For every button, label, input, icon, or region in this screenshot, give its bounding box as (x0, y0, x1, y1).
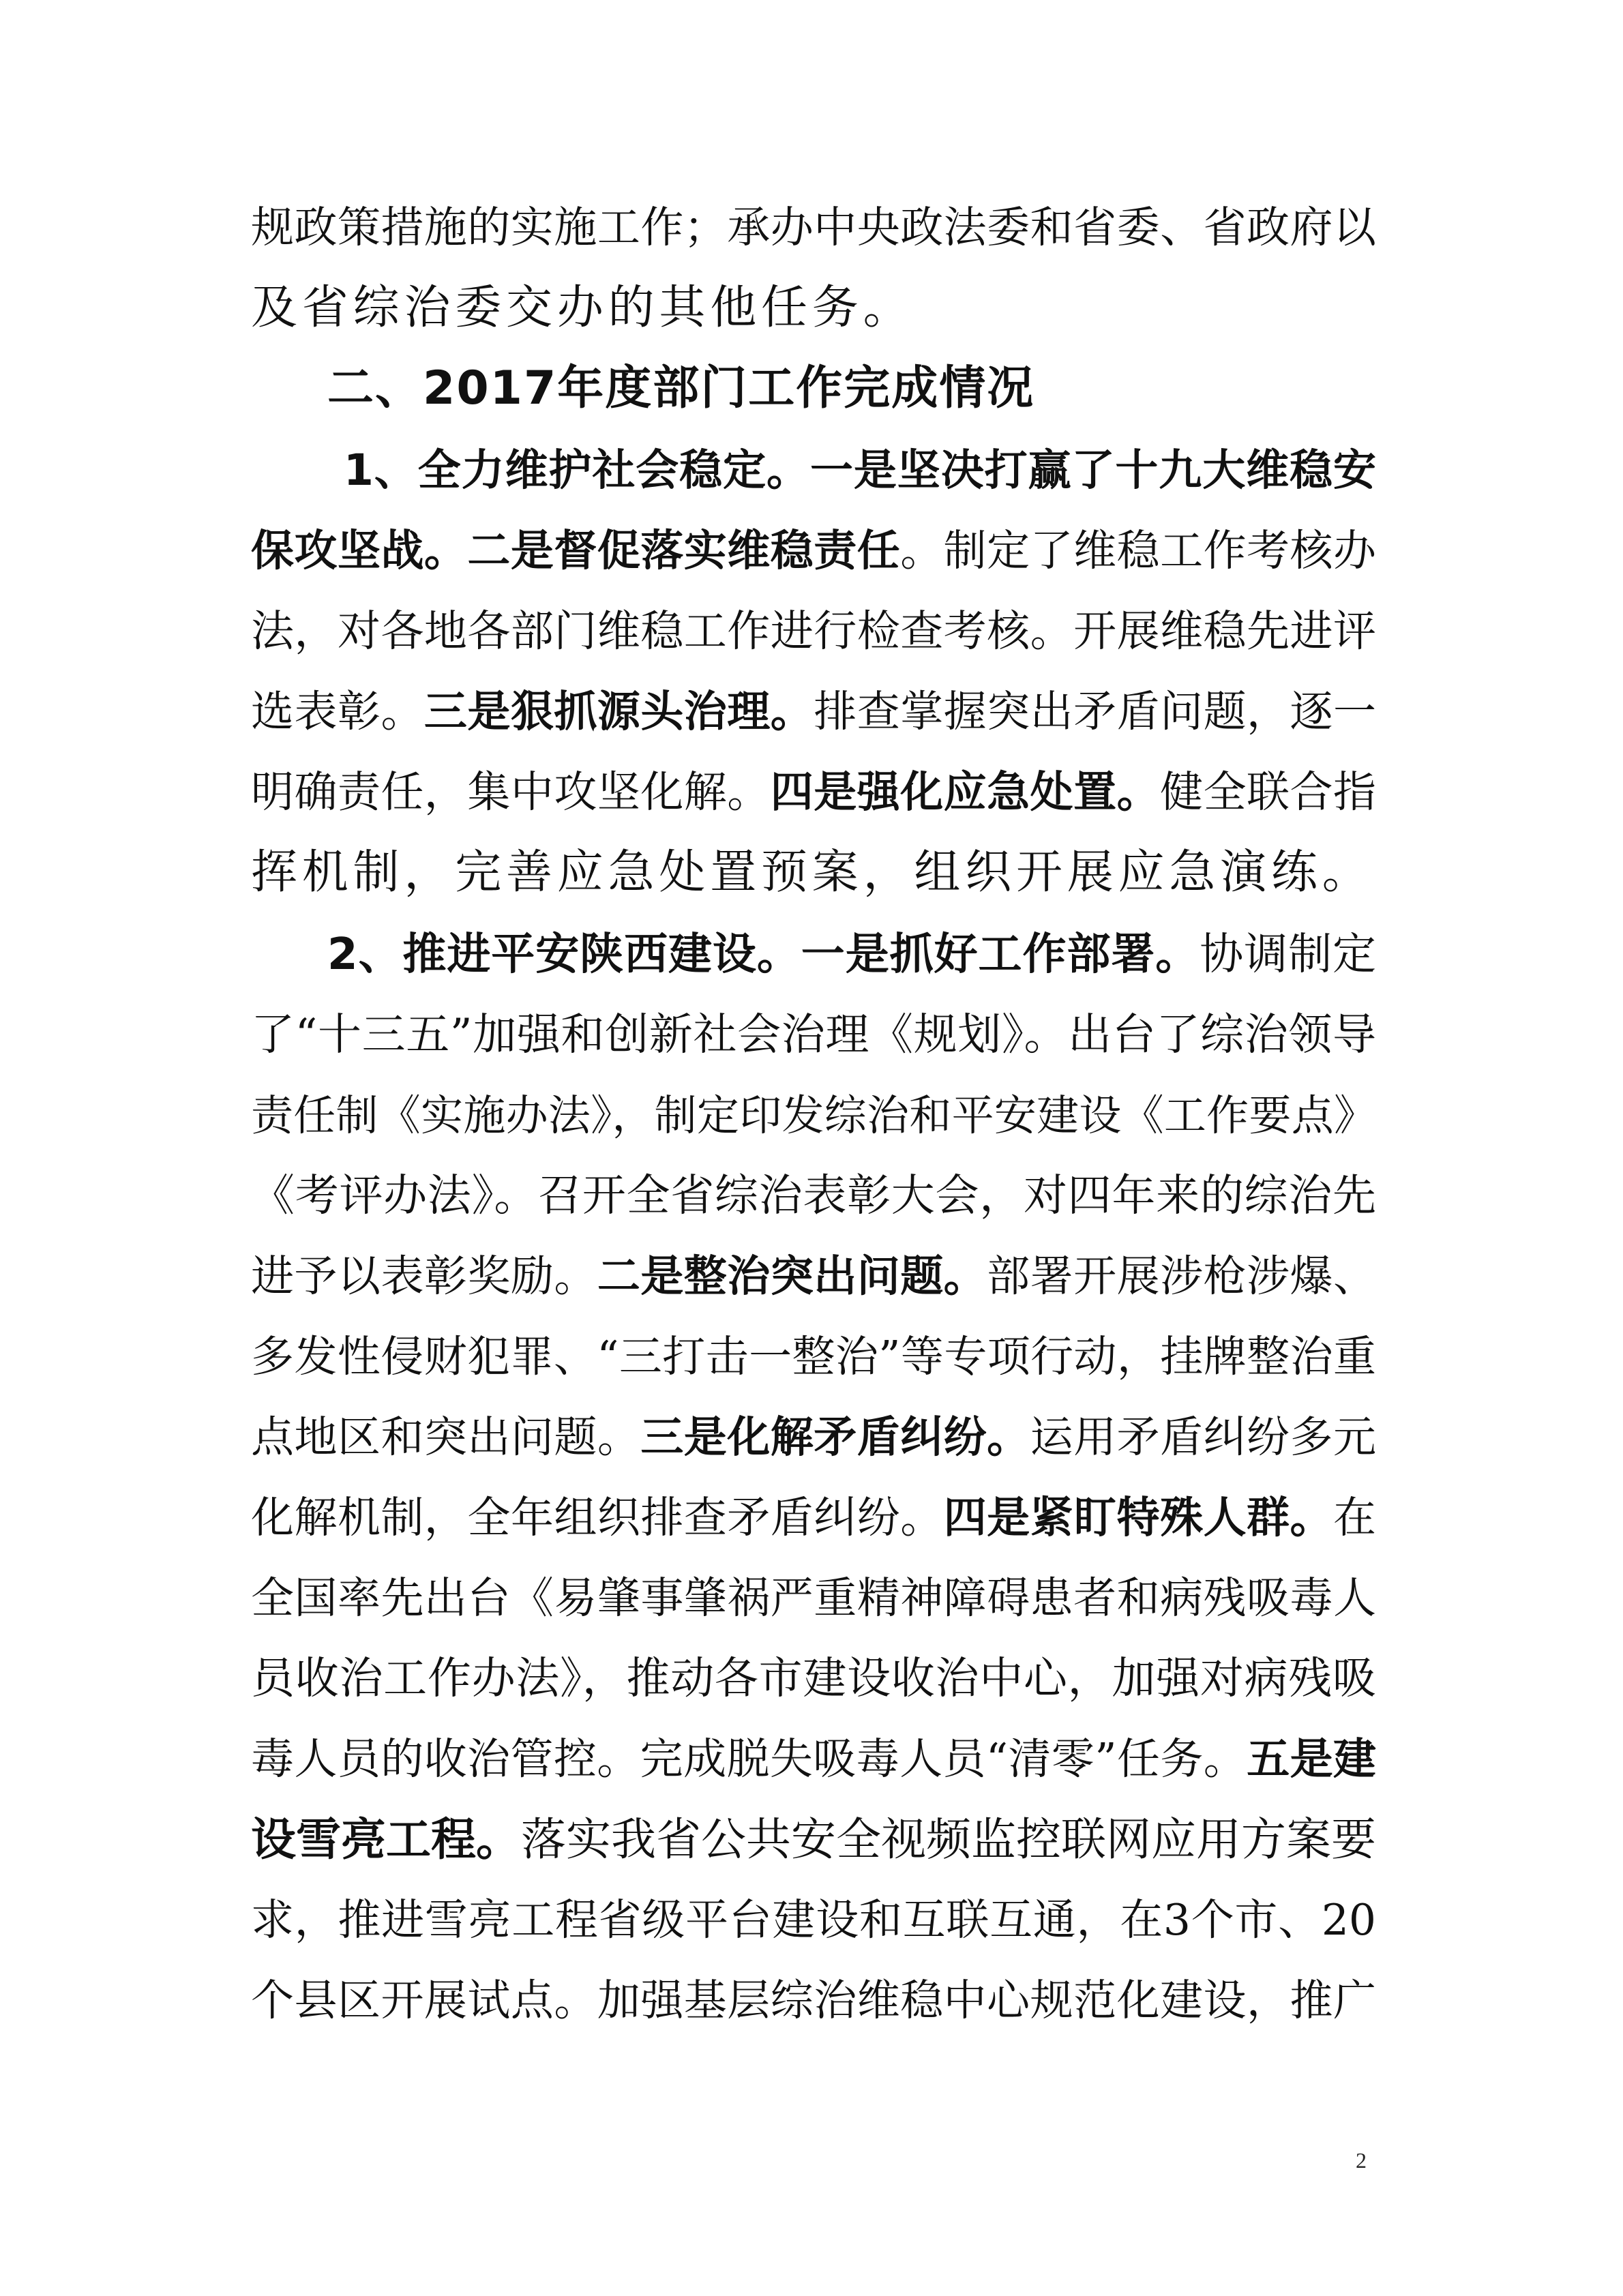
text-run: 化解机制，全年组织排查矛盾纠纷。 (251, 1493, 944, 1542)
bold-run: 保攻坚战。二是督促落实维稳责任 (251, 526, 901, 576)
text-run: 全国率先出台《易肇事肇祸严重精神障碍患者和病残吸毒人 (251, 1573, 1376, 1623)
body-line (251, 1807, 1376, 1873)
body-line (251, 599, 1376, 664)
body-line (251, 760, 1376, 825)
text-run: 个县区开展试点。加强基层综治维稳中心规范化建设，推广 (251, 1976, 1376, 2025)
text-run: 在 (1333, 1493, 1377, 1542)
text-run: 。制定了维稳工作考核办 (900, 526, 1377, 576)
text-run: 毒人员的收治管控。完成脱失吸毒人员“清零”任务。 (251, 1734, 1247, 1784)
bold-run: 设雪亮工程。 (251, 1813, 521, 1866)
text-run: 明确责任，集中攻坚化解。 (251, 767, 771, 817)
body-line (327, 922, 1376, 987)
text-run: 员收治工作办法》，推动各市建设收治中心，加强对病残吸 (251, 1654, 1376, 1704)
text-run: 健全联合指 (1160, 767, 1377, 817)
body-line (251, 195, 1376, 260)
body-line (251, 1646, 1376, 1712)
body-line (251, 1405, 1376, 1470)
text-run: 求，推进雪亮工程省级平台建设和互联互通，在3个市、20 (251, 1895, 1376, 1945)
text-run: 点地区和突出问题。 (251, 1412, 641, 1462)
bold-run: 四是强化应急处置。 (770, 767, 1161, 817)
text-run: 挥机制，完善应急处置预案，组织开展应急演练。 (251, 846, 1373, 899)
bold-run: 2、推进平安陕西建设。一是抓好工作部署。 (327, 929, 1200, 980)
body-line (251, 1727, 1376, 1792)
bold-run: 二是整治突出问题。 (597, 1251, 987, 1301)
body-line (251, 1244, 1376, 1309)
body-line (251, 840, 1376, 906)
body-line (344, 438, 1376, 503)
body-line (251, 1083, 1376, 1148)
text-run: 部署开展涉枪涉爆、 (987, 1251, 1377, 1301)
text-run: 选表彰。 (251, 687, 424, 736)
text-run: 多发性侵财犯罪、“三打击一整治”等专项行动，挂牌整治重 (251, 1332, 1376, 1382)
heading-text: 二、2017年度部门工作完成情况 (327, 361, 1035, 415)
body-line (251, 1163, 1376, 1229)
text-run: 协调制定 (1200, 929, 1377, 980)
body-line (251, 1968, 1376, 2033)
body-line (251, 275, 1376, 341)
text-run: 进予以表彰奖励。 (251, 1251, 597, 1301)
text-run: 法，对各地各部门维稳工作进行检查考核。开展维稳先进评 (251, 606, 1376, 656)
bold-run: 五是建 (1247, 1734, 1377, 1784)
body-line (251, 518, 1376, 584)
body-line (251, 1485, 1376, 1551)
page-number: 2 (1356, 2148, 1367, 2173)
text-run: 规政策措施的实施工作；承办中央政法委和省委、省政府以 (251, 203, 1376, 252)
bold-run: 三是狠抓源头治理。 (423, 687, 814, 736)
text-run: 落实我省公共安全视频监控联网应用方案要 (521, 1813, 1376, 1866)
body-line (251, 1888, 1376, 1953)
text-run: 责任制《实施办法》，制定印发综治和平安建设《工作要点》 (251, 1090, 1376, 1140)
body-line (251, 1324, 1376, 1390)
body-line (251, 679, 1376, 745)
text-run: 排查掌握突出矛盾问题，逐一 (814, 687, 1377, 736)
bold-run: 1、全力维护社会稳定。一是坚决打赢了十九大维稳安 (344, 445, 1376, 495)
text-run: 了“十三五”加强和创新社会治理《规划》。出台了综治领导 (251, 1010, 1376, 1060)
text-run: 及省综治委交办的其他任务。 (251, 281, 914, 335)
body-line (251, 1566, 1376, 1631)
bold-run: 三是化解矛盾纠纷。 (640, 1412, 1030, 1462)
bold-run: 四是紧盯特殊人群。 (943, 1493, 1334, 1542)
section-heading (327, 356, 1376, 421)
body-line (251, 1002, 1376, 1068)
text-run: 《考评办法》。召开全省综治表彰大会，对四年来的综治先 (251, 1171, 1376, 1221)
text-run: 运用矛盾纠纷多元 (1030, 1412, 1377, 1462)
